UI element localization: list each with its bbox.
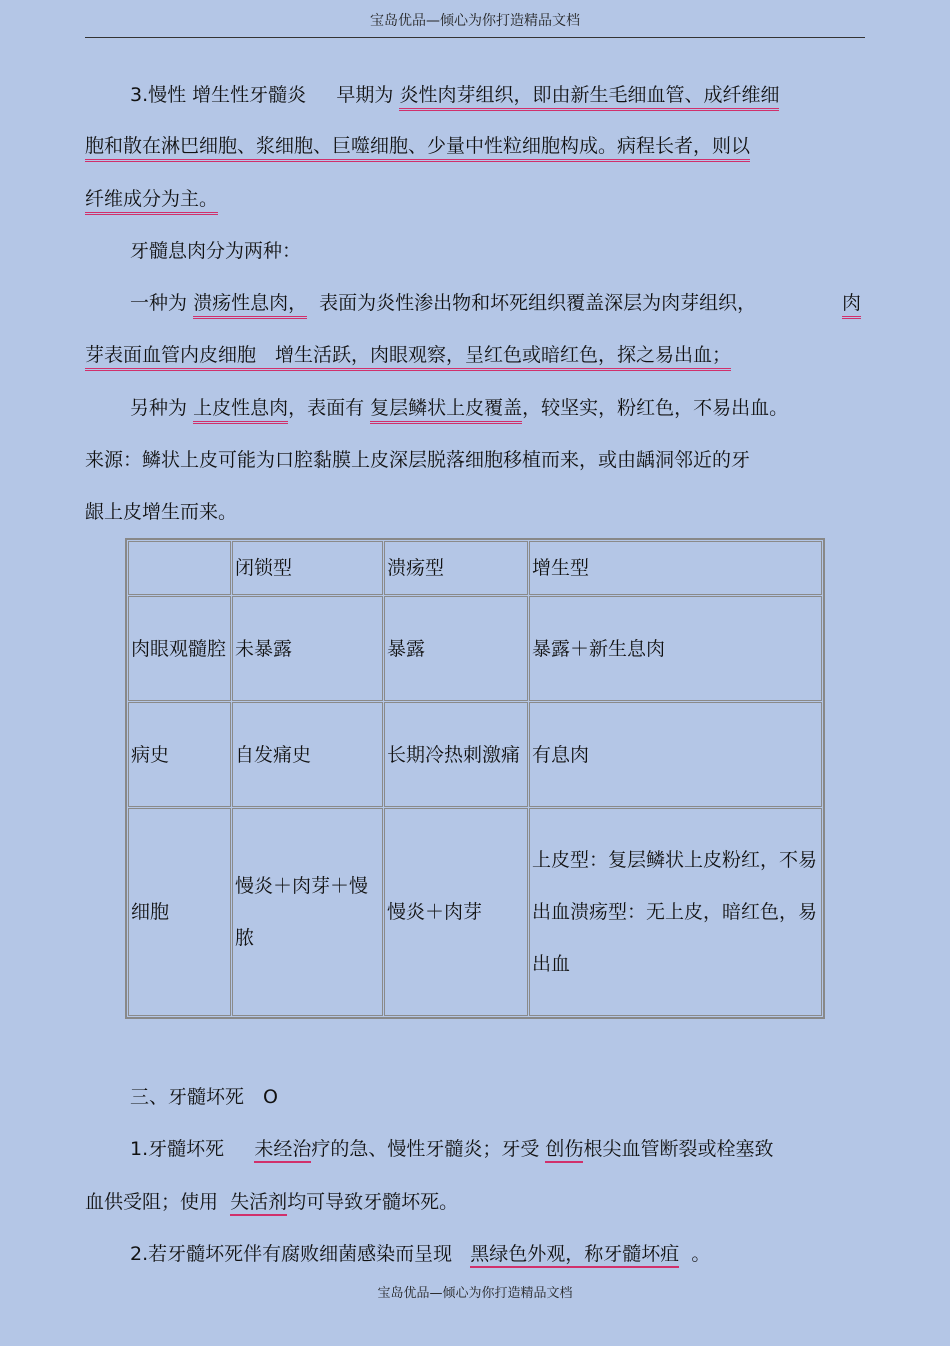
- table-header-cell: [128, 541, 231, 595]
- body-text: 。: [691, 1243, 711, 1265]
- table-cell: 肉眼观髓腔: [128, 596, 231, 701]
- underlined-text: 失活剂: [230, 1191, 287, 1216]
- section-heading: 三、牙髓坏死 O: [130, 1086, 278, 1108]
- body-text: 疗的急、慢性牙髓炎；牙受: [311, 1138, 540, 1160]
- table-row: [128, 596, 822, 701]
- table-header-cell: 增生型: [529, 541, 822, 595]
- table-cell: 慢炎＋肉芽: [384, 808, 528, 1016]
- body-text: 表面为炎性渗出物和坏死组织覆盖深层为肉芽组织，: [319, 292, 757, 314]
- paragraph-line: [85, 186, 218, 212]
- underlined-text: 创伤: [545, 1138, 583, 1163]
- underlined-text: 芽表面血管内皮细胞 增生活跃，肉眼观察，呈红色或暗红色，探之易出血；: [85, 344, 731, 371]
- table-row: [128, 702, 822, 807]
- table-row: [128, 808, 822, 1016]
- underlined-text: 复层鳞状上皮覆盖: [370, 397, 522, 424]
- item-number: 3.: [130, 84, 149, 106]
- table-cell: 细胞: [128, 808, 231, 1016]
- paragraph-line: [85, 342, 731, 368]
- table-cell: 慢炎＋肉芽＋慢脓: [232, 808, 383, 1016]
- paragraph-pulp-necrosis: [130, 1136, 773, 1162]
- lead-text: 一种为: [130, 292, 188, 314]
- underlined-text: 炎性肉芽组织，即由新生毛细血管、成纤维细: [399, 84, 779, 111]
- body-text: 2.若牙髓坏死伴有腐败细菌感染而呈现: [130, 1243, 453, 1265]
- paragraph-line-end: [842, 290, 861, 316]
- body-text: 血供受阻；使用: [85, 1191, 219, 1213]
- table-cell: 自发痛史: [232, 702, 383, 807]
- paragraph-line: 龈上皮增生而来。: [85, 501, 238, 523]
- lead-text: 另种为: [130, 397, 188, 419]
- paragraph-line: [85, 1189, 458, 1215]
- table-cell: 有息肉: [529, 702, 822, 807]
- table-header-cell: 溃疡型: [384, 541, 528, 595]
- table-header-row: [128, 541, 822, 595]
- paragraph-chronic-hyperplastic: [130, 82, 779, 108]
- paragraph-ulcerative-polyp: [130, 290, 756, 316]
- body-text: ，较坚实，粉红色，不易出血。: [522, 397, 789, 419]
- underlined-text: 上皮性息肉: [193, 397, 288, 424]
- page-footer: 宝岛优品—倾心为你打造精品文档: [377, 1286, 573, 1301]
- table-cell: 上皮型：复层鳞状上皮粉红，不易出血溃疡型：无上皮，暗红色，易出血: [529, 808, 822, 1016]
- paragraph-line: 来源：鳞状上皮可能为口腔黏膜上皮深层脱落细胞移植而来，或由龋洞邻近的牙: [85, 449, 751, 471]
- table-cell: 病史: [128, 702, 231, 807]
- underlined-text: 黑绿色外观，称牙髓坏疽: [470, 1243, 679, 1268]
- lead-text: 早期为: [336, 84, 394, 106]
- table-cell: 暴露＋新生息肉: [529, 596, 822, 701]
- comparison-table: [125, 538, 825, 1019]
- underlined-text: 胞和散在淋巴细胞、浆细胞、巨噬细胞、少量中性粒细胞构成。病程长者，则以: [85, 135, 750, 162]
- body-text: 根尖血管断裂或栓塞致: [583, 1138, 774, 1160]
- table-cell: 未暴露: [232, 596, 383, 701]
- paragraph-gangrene: [130, 1241, 710, 1267]
- header-rule: [85, 37, 865, 38]
- page-header: 宝岛优品—倾心为你打造精品文档: [370, 13, 580, 29]
- paragraph-line: [85, 133, 750, 159]
- underlined-text: 肉: [842, 292, 861, 319]
- body-text: ，表面有: [288, 397, 365, 419]
- underlined-text: 纤维成分为主。: [85, 188, 218, 215]
- underlined-text: 未经治: [254, 1138, 311, 1163]
- item-title: 1.牙髓坏死: [130, 1138, 225, 1160]
- table-cell: 长期冷热刺激痛: [384, 702, 528, 807]
- table-cell: 暴露: [384, 596, 528, 701]
- body-text: 均可导致牙髓坏死。: [287, 1191, 459, 1213]
- paragraph-epithelial-polyp: [130, 395, 788, 421]
- table-header-cell: 闭锁型: [232, 541, 383, 595]
- polyp-intro: 牙髓息肉分为两种：: [130, 240, 302, 262]
- item-title: 慢性 增生性牙髓炎: [148, 84, 307, 106]
- underlined-text: 溃疡性息肉，: [193, 292, 307, 319]
